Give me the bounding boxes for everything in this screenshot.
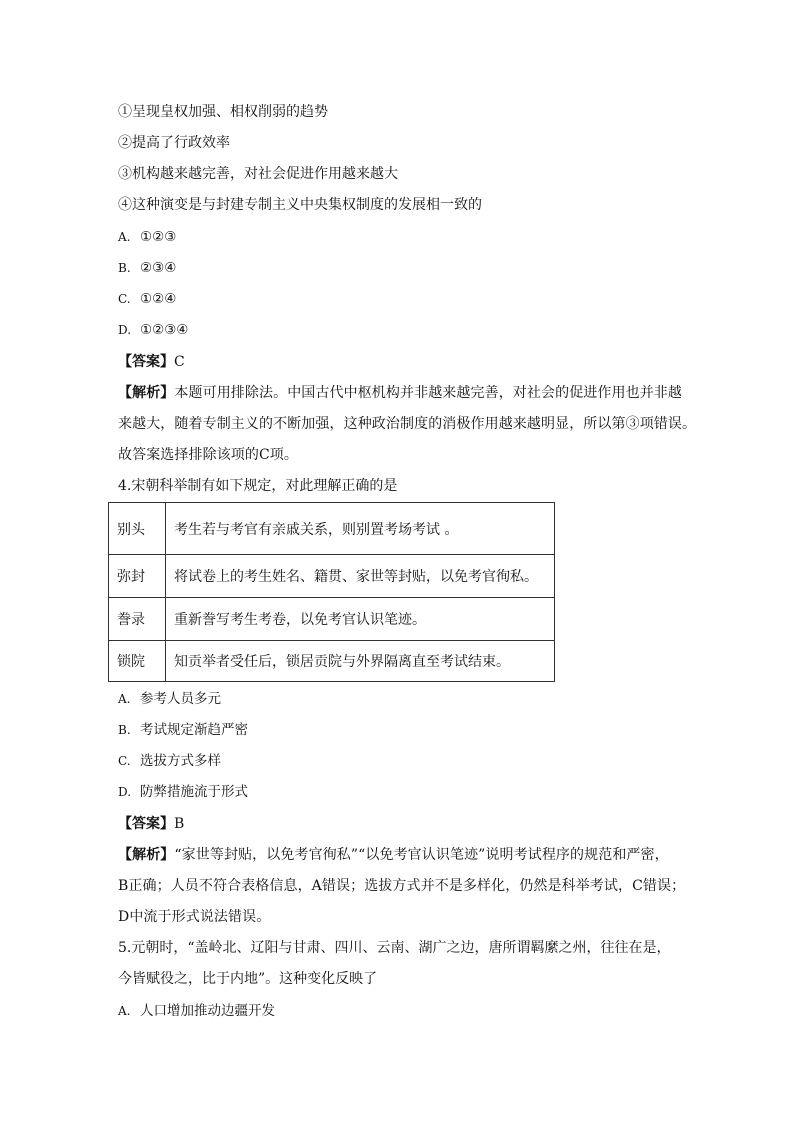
statement-1: ①呈现皇权加强、相权削弱的趋势 <box>118 104 328 120</box>
q4-option-b <box>118 719 248 741</box>
option-letter: D. <box>118 323 132 337</box>
q4-analysis-line-1 <box>118 844 669 866</box>
answer-value: C <box>174 354 185 370</box>
table-key-cell: 锁院 <box>109 641 166 682</box>
analysis-text: 本题可用排除法。中国古代中枢机构并非越来越完善，对社会的促进作用也并非越 <box>174 385 683 401</box>
option-letter: C. <box>118 292 131 306</box>
option-text: ①②③ <box>140 229 177 245</box>
rules-table <box>108 502 555 682</box>
option-letter: B. <box>118 261 131 275</box>
table-value-cell: 重新誊写考生考卷，以免考官认识笔迹。 <box>166 598 555 641</box>
option-text: 人口增加推动边疆开发 <box>140 1003 275 1019</box>
q3-option-a <box>118 226 176 248</box>
q4-stem: 4.宋朝科举制有如下规定，对此理解正确的是 <box>118 478 398 494</box>
q3-analysis-line-2: 来越大，随着专制主义的不断加强，这种政治制度的消极作用越来越明显，所以第③项错误。 <box>118 416 697 432</box>
table-row <box>109 598 555 641</box>
analysis-label: 【解析】 <box>118 847 175 863</box>
q3-option-b <box>118 257 176 279</box>
table-key-cell: 弥封 <box>109 555 166 598</box>
analysis-text: “家世等封贴，以免考官徇私”“以免考官认识笔迹”说明考试程序的规范和严密， <box>174 847 669 863</box>
statement-4: ④这种演变是与封建专制主义中央集权制度的发展相一致的 <box>118 197 482 213</box>
q4-answer <box>118 813 184 835</box>
option-text: ①②③④ <box>140 322 189 338</box>
statement-2: ②提高了行政效率 <box>118 135 230 151</box>
analysis-label: 【解析】 <box>118 385 175 401</box>
table-key-cell: 别头 <box>109 503 166 555</box>
option-text: ①②④ <box>140 291 177 307</box>
table-value-cell: 将试卷上的考生姓名、籍贯、家世等封贴，以免考官徇私。 <box>166 555 555 598</box>
q5-stem-line-2: 今皆赋役之，比于内地”。这种变化反映了 <box>118 971 378 987</box>
answer-label: 【答案】 <box>118 816 174 832</box>
q3-option-c <box>118 288 176 310</box>
option-letter: B. <box>118 723 131 737</box>
q3-analysis-line-1 <box>118 382 682 404</box>
q4-option-c <box>118 750 221 772</box>
q3-analysis-line-3: 故答案选择排除该项的C项。 <box>118 447 299 463</box>
answer-label: 【答案】 <box>118 354 174 370</box>
option-text: 考试规定渐趋严密 <box>140 722 248 738</box>
option-text: 参考人员多元 <box>140 691 221 707</box>
table-row <box>109 641 555 682</box>
q4-analysis-line-2: B正确；人员不符合表格信息，A错误；选拔方式并不是多样化，仍然是科举考试，C错误； <box>118 878 686 894</box>
q5-stem-line-1: 5.元朝时，“盖岭北、辽阳与甘肃、四川、云南、湖广之边，唐所谓羁縻之州，往往在是， <box>118 940 671 956</box>
option-text: ②③④ <box>140 260 177 276</box>
option-letter: A. <box>118 692 131 706</box>
q3-answer <box>118 351 185 373</box>
option-letter: A. <box>118 230 131 244</box>
table-key-cell: 誊录 <box>109 598 166 641</box>
option-letter: D. <box>118 785 132 799</box>
option-letter: A. <box>118 1004 131 1018</box>
table-row <box>109 555 555 598</box>
option-letter: C. <box>118 754 131 768</box>
answer-value: B <box>174 816 185 832</box>
q3-option-d <box>118 319 188 341</box>
table-value-cell: 考生若与考官有亲戚关系，则别置考场考试 。 <box>166 503 555 555</box>
table-value-cell: 知贡举者受任后，锁居贡院与外界隔离直至考试结束。 <box>166 641 555 682</box>
q4-option-d <box>118 781 248 803</box>
q4-option-a <box>118 688 221 710</box>
table-row <box>109 503 555 555</box>
q4-analysis-line-3: D中流于形式说法错误。 <box>118 909 271 925</box>
option-text: 选拔方式多样 <box>140 753 221 769</box>
statement-3: ③机构越来越完善，对社会促进作用越来越大 <box>118 166 398 182</box>
q5-option-a <box>118 1000 275 1022</box>
option-text: 防弊措施流于形式 <box>140 784 248 800</box>
